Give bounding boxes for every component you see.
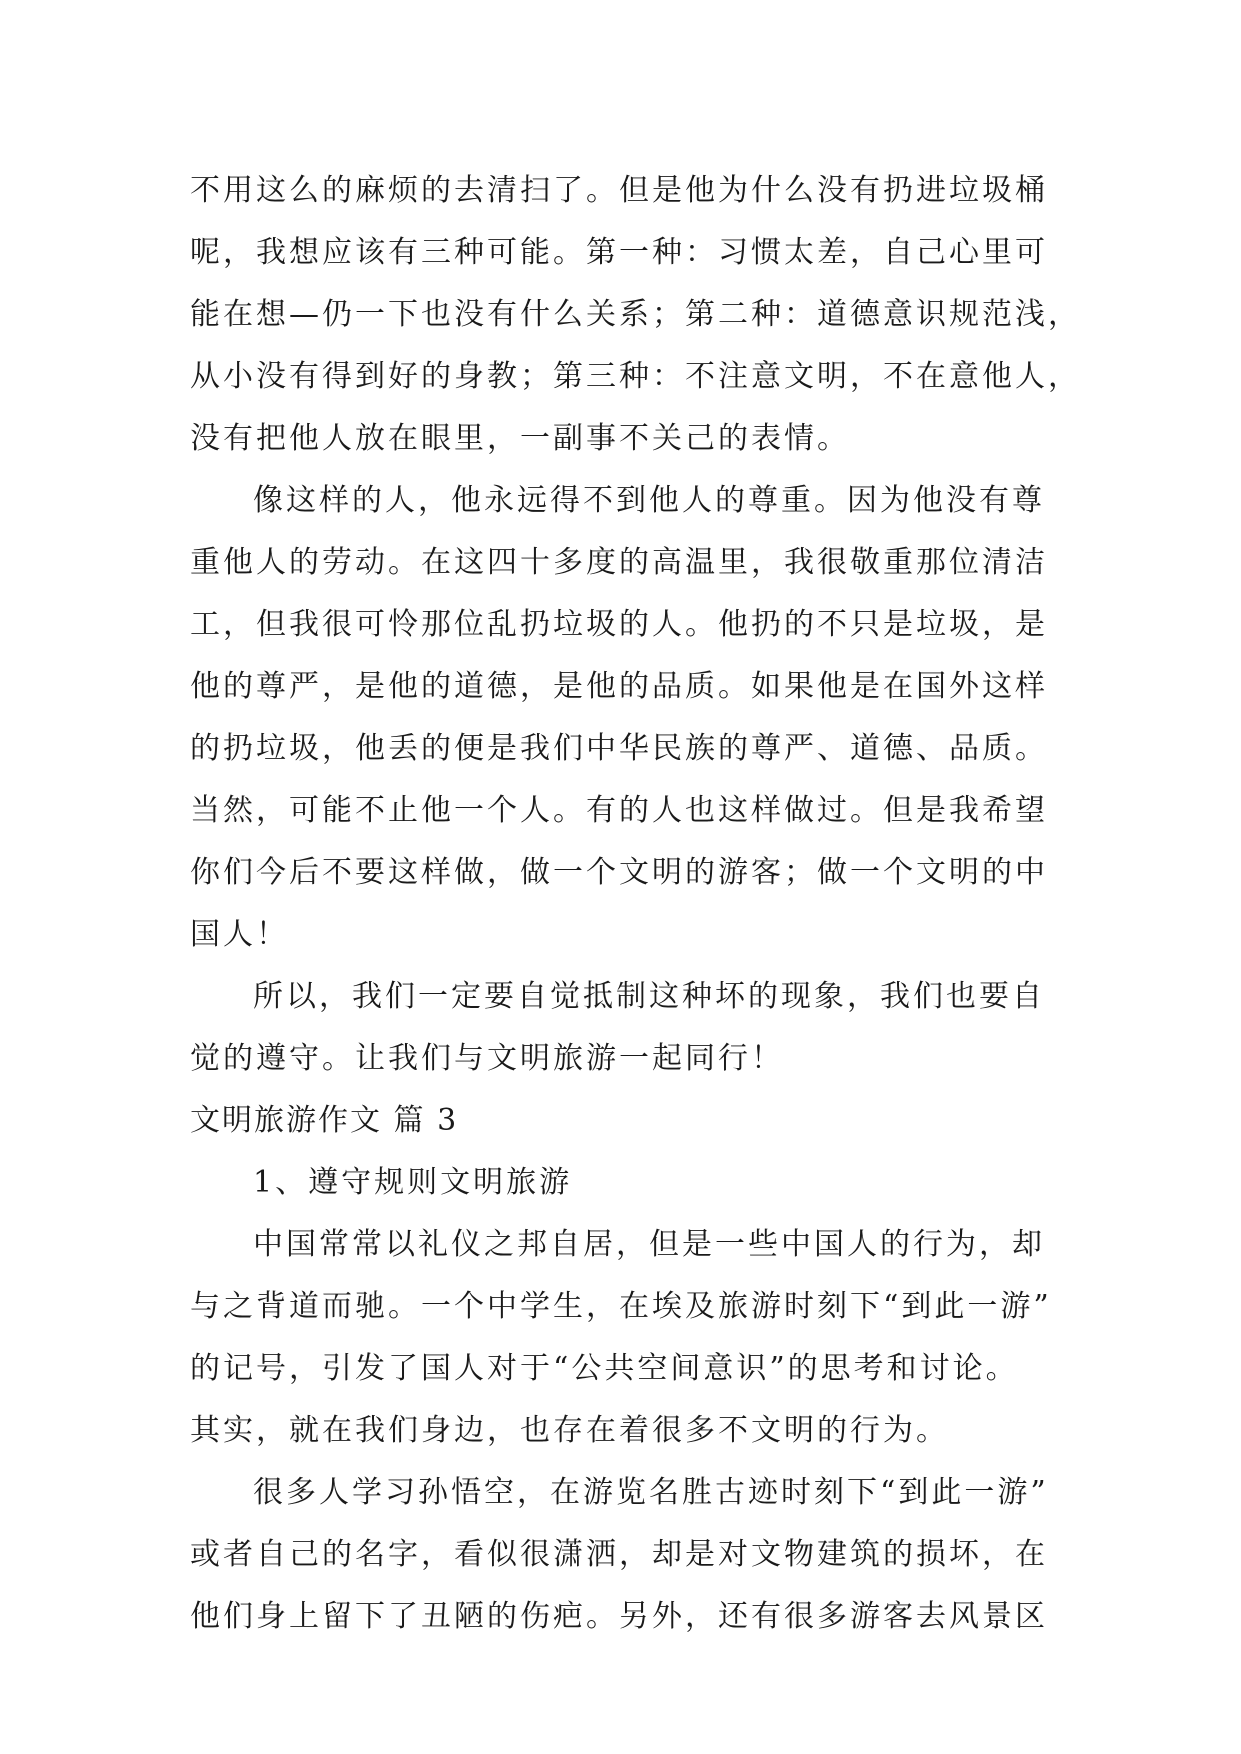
text-line: 他的尊严，是他的道德，是他的品质。如果他是在国外这样	[190, 669, 1048, 704]
text-line: 所以，我们一定要自觉抵制这种坏的现象，我们也要自	[253, 979, 1045, 1014]
text-line: 工，但我很可怜那位乱扔垃圾的人。他扔的不只是垃圾，是	[190, 607, 1048, 642]
text-line: 他们身上留下了丑陋的伤疤。另外，还有很多游客去风景区	[190, 1599, 1048, 1634]
text-line: 很多人学习孙悟空，在游览名胜古迹时刻下“到此一游”	[253, 1475, 1049, 1510]
paragraph	[190, 1214, 1060, 1462]
text-line: 从小没有得到好的身教；第三种：不注意文明，不在意他人，	[190, 359, 1081, 394]
paragraph	[190, 160, 1081, 470]
text-line: 的记号，引发了国人对于“公共空间意识”的思考和讨论。	[190, 1351, 1019, 1386]
text-line: 的扔垃圾，他丢的便是我们中华民族的尊严、道德、品质。	[190, 731, 1048, 766]
text-line: 国人！	[190, 917, 289, 952]
text-line: 你们今后不要这样做，做一个文明的游客；做一个文明的中	[190, 855, 1048, 890]
text-line: 其实，就在我们身边，也存在着很多不文明的行为。	[190, 1413, 949, 1448]
text-line: 中国常常以礼仪之邦自居，但是一些中国人的行为，却	[253, 1227, 1045, 1262]
document-body	[190, 160, 1081, 1648]
text-line: 或者自己的名字，看似很潇洒，却是对文物建筑的损坏，在	[190, 1537, 1048, 1572]
text-line: 当然，可能不止他一个人。有的人也这样做过。但是我希望	[190, 793, 1048, 828]
text-line: 没有把他人放在眼里，一副事不关己的表情。	[190, 421, 850, 456]
text-line: 与之背道而驰。一个中学生，在埃及旅游时刻下“到此一游”	[190, 1289, 1052, 1324]
paragraph	[190, 1152, 1060, 1214]
text-line: 1、遵守规则文明旅游	[253, 1165, 573, 1200]
paragraph	[190, 1462, 1060, 1648]
text-line: 像这样的人，他永远得不到他人的尊重。因为他没有尊	[253, 483, 1045, 518]
paragraph	[190, 966, 1060, 1090]
text-line: 觉的遵守。让我们与文明旅游一起同行！	[190, 1041, 784, 1076]
heading-text: 文明旅游作文 篇 3	[190, 1103, 459, 1138]
section-heading	[190, 1090, 1060, 1152]
text-line: 不用这么的麻烦的去清扫了。但是他为什么没有扔进垃圾桶	[190, 173, 1048, 208]
text-line: 呢，我想应该有三种可能。第一种：习惯太差，自己心里可	[190, 235, 1048, 270]
text-line: 能在想—仍一下也没有什么关系；第二种：道德意识规范浅，	[190, 297, 1081, 332]
paragraph	[190, 470, 1060, 966]
text-line: 重他人的劳动。在这四十多度的高温里，我很敬重那位清洁	[190, 545, 1048, 580]
